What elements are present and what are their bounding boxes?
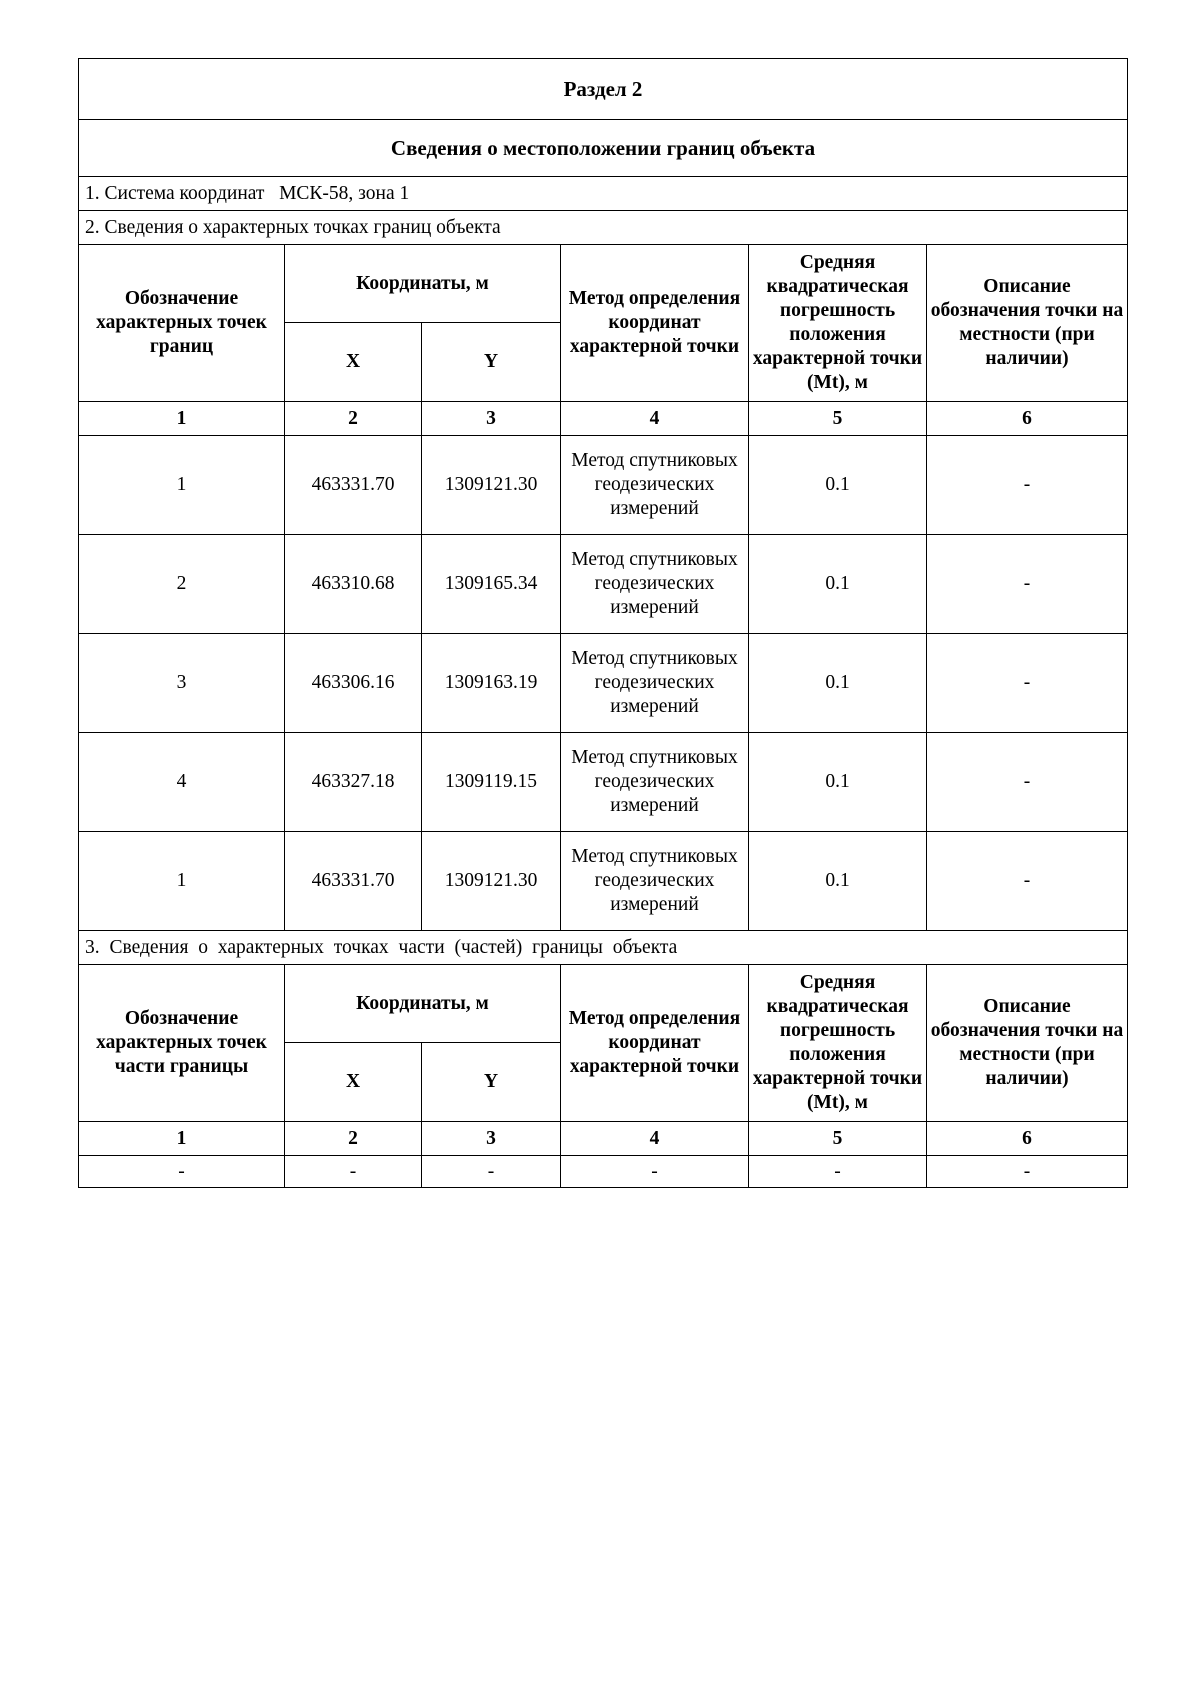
cell-y: - xyxy=(422,1156,561,1188)
cell-mt: 0.1 xyxy=(749,832,927,931)
cell-y: 1309119.15 xyxy=(422,733,561,832)
column-number: 6 xyxy=(927,1122,1128,1156)
header-description: Описание обозначения точки на местности (при наличии) xyxy=(927,245,1128,402)
cell-y: 1309121.30 xyxy=(422,436,561,535)
header-accuracy: Средняя квадратическая погрешность положения характерной точки (Mt), м xyxy=(749,245,927,402)
cell-x: 463306.16 xyxy=(285,634,422,733)
cell-point: - xyxy=(79,1156,285,1188)
coordinate-system-value: МСК-58, зона 1 xyxy=(279,182,410,204)
table-row xyxy=(79,1156,1128,1188)
header-method: Метод определения координат характерной точки xyxy=(561,965,749,1122)
table-row xyxy=(79,634,1128,733)
cell-point: 1 xyxy=(79,832,285,931)
cell-description: - xyxy=(927,832,1128,931)
column-number: 4 xyxy=(561,1122,749,1156)
cell-description: - xyxy=(927,634,1128,733)
cell-method: Метод спутниковых геодезических измерений xyxy=(561,733,749,832)
cell-mt: - xyxy=(749,1156,927,1188)
column-number: 5 xyxy=(749,1122,927,1156)
header-description: Описание обозначения точки на местности (при наличии) xyxy=(927,965,1128,1122)
cell-x: 463310.68 xyxy=(285,535,422,634)
cell-point: 2 xyxy=(79,535,285,634)
cell-mt: 0.1 xyxy=(749,733,927,832)
header-method: Метод определения координат характерной точки xyxy=(561,245,749,402)
coordinate-system-row xyxy=(79,177,1128,211)
header-coordinates: Координаты, м xyxy=(285,245,561,323)
cell-point: 4 xyxy=(79,733,285,832)
cell-description: - xyxy=(927,1156,1128,1188)
cell-y: 1309121.30 xyxy=(422,832,561,931)
cell-description: - xyxy=(927,436,1128,535)
boundary-document-table xyxy=(78,58,1128,1188)
header-y: Y xyxy=(422,323,561,402)
cell-method: Метод спутниковых геодезических измерений xyxy=(561,832,749,931)
column-number: 3 xyxy=(422,402,561,436)
column-number: 3 xyxy=(422,1122,561,1156)
column-number: 1 xyxy=(79,402,285,436)
column-number: 4 xyxy=(561,402,749,436)
coordinate-system-label: 1. Система координат xyxy=(85,182,265,204)
cell-method: Метод спутниковых геодезических измерений xyxy=(561,535,749,634)
table-row xyxy=(79,535,1128,634)
cell-mt: 0.1 xyxy=(749,535,927,634)
column-number: 2 xyxy=(285,1122,422,1156)
header-designation: Обозначение характерных точек части границы xyxy=(79,965,285,1122)
table-row xyxy=(79,733,1128,832)
cell-method: Метод спутниковых геодезических измерений xyxy=(561,436,749,535)
header-accuracy: Средняя квадратическая погрешность положения характерной точки (Mt), м xyxy=(749,965,927,1122)
cell-description: - xyxy=(927,733,1128,832)
header-coordinates: Координаты, м xyxy=(285,965,561,1043)
section-title: Раздел 2 xyxy=(79,59,1128,120)
cell-method: Метод спутниковых геодезических измерений xyxy=(561,634,749,733)
header-designation: Обозначение характерных точек границ xyxy=(79,245,285,402)
column-number: 6 xyxy=(927,402,1128,436)
cell-x: 463327.18 xyxy=(285,733,422,832)
part2-heading: 2. Сведения о характерных точках границ объекта xyxy=(79,211,1128,245)
section-subtitle: Сведения о местоположении границ объекта xyxy=(79,120,1128,177)
header-x: X xyxy=(285,1043,422,1122)
table-row xyxy=(79,832,1128,931)
cell-description: - xyxy=(927,535,1128,634)
header-x: X xyxy=(285,323,422,402)
cell-y: 1309163.19 xyxy=(422,634,561,733)
cell-x: 463331.70 xyxy=(285,436,422,535)
cell-method: - xyxy=(561,1156,749,1188)
cell-point: 3 xyxy=(79,634,285,733)
cell-x: - xyxy=(285,1156,422,1188)
column-number: 1 xyxy=(79,1122,285,1156)
column-number: 2 xyxy=(285,402,422,436)
table-row xyxy=(79,436,1128,535)
header-y: Y xyxy=(422,1043,561,1122)
column-number: 5 xyxy=(749,402,927,436)
cell-x: 463331.70 xyxy=(285,832,422,931)
part3-heading: 3. Сведения о характерных точках части (частей) границы объекта xyxy=(79,931,1128,965)
cell-mt: 0.1 xyxy=(749,634,927,733)
cell-point: 1 xyxy=(79,436,285,535)
cell-mt: 0.1 xyxy=(749,436,927,535)
cell-y: 1309165.34 xyxy=(422,535,561,634)
